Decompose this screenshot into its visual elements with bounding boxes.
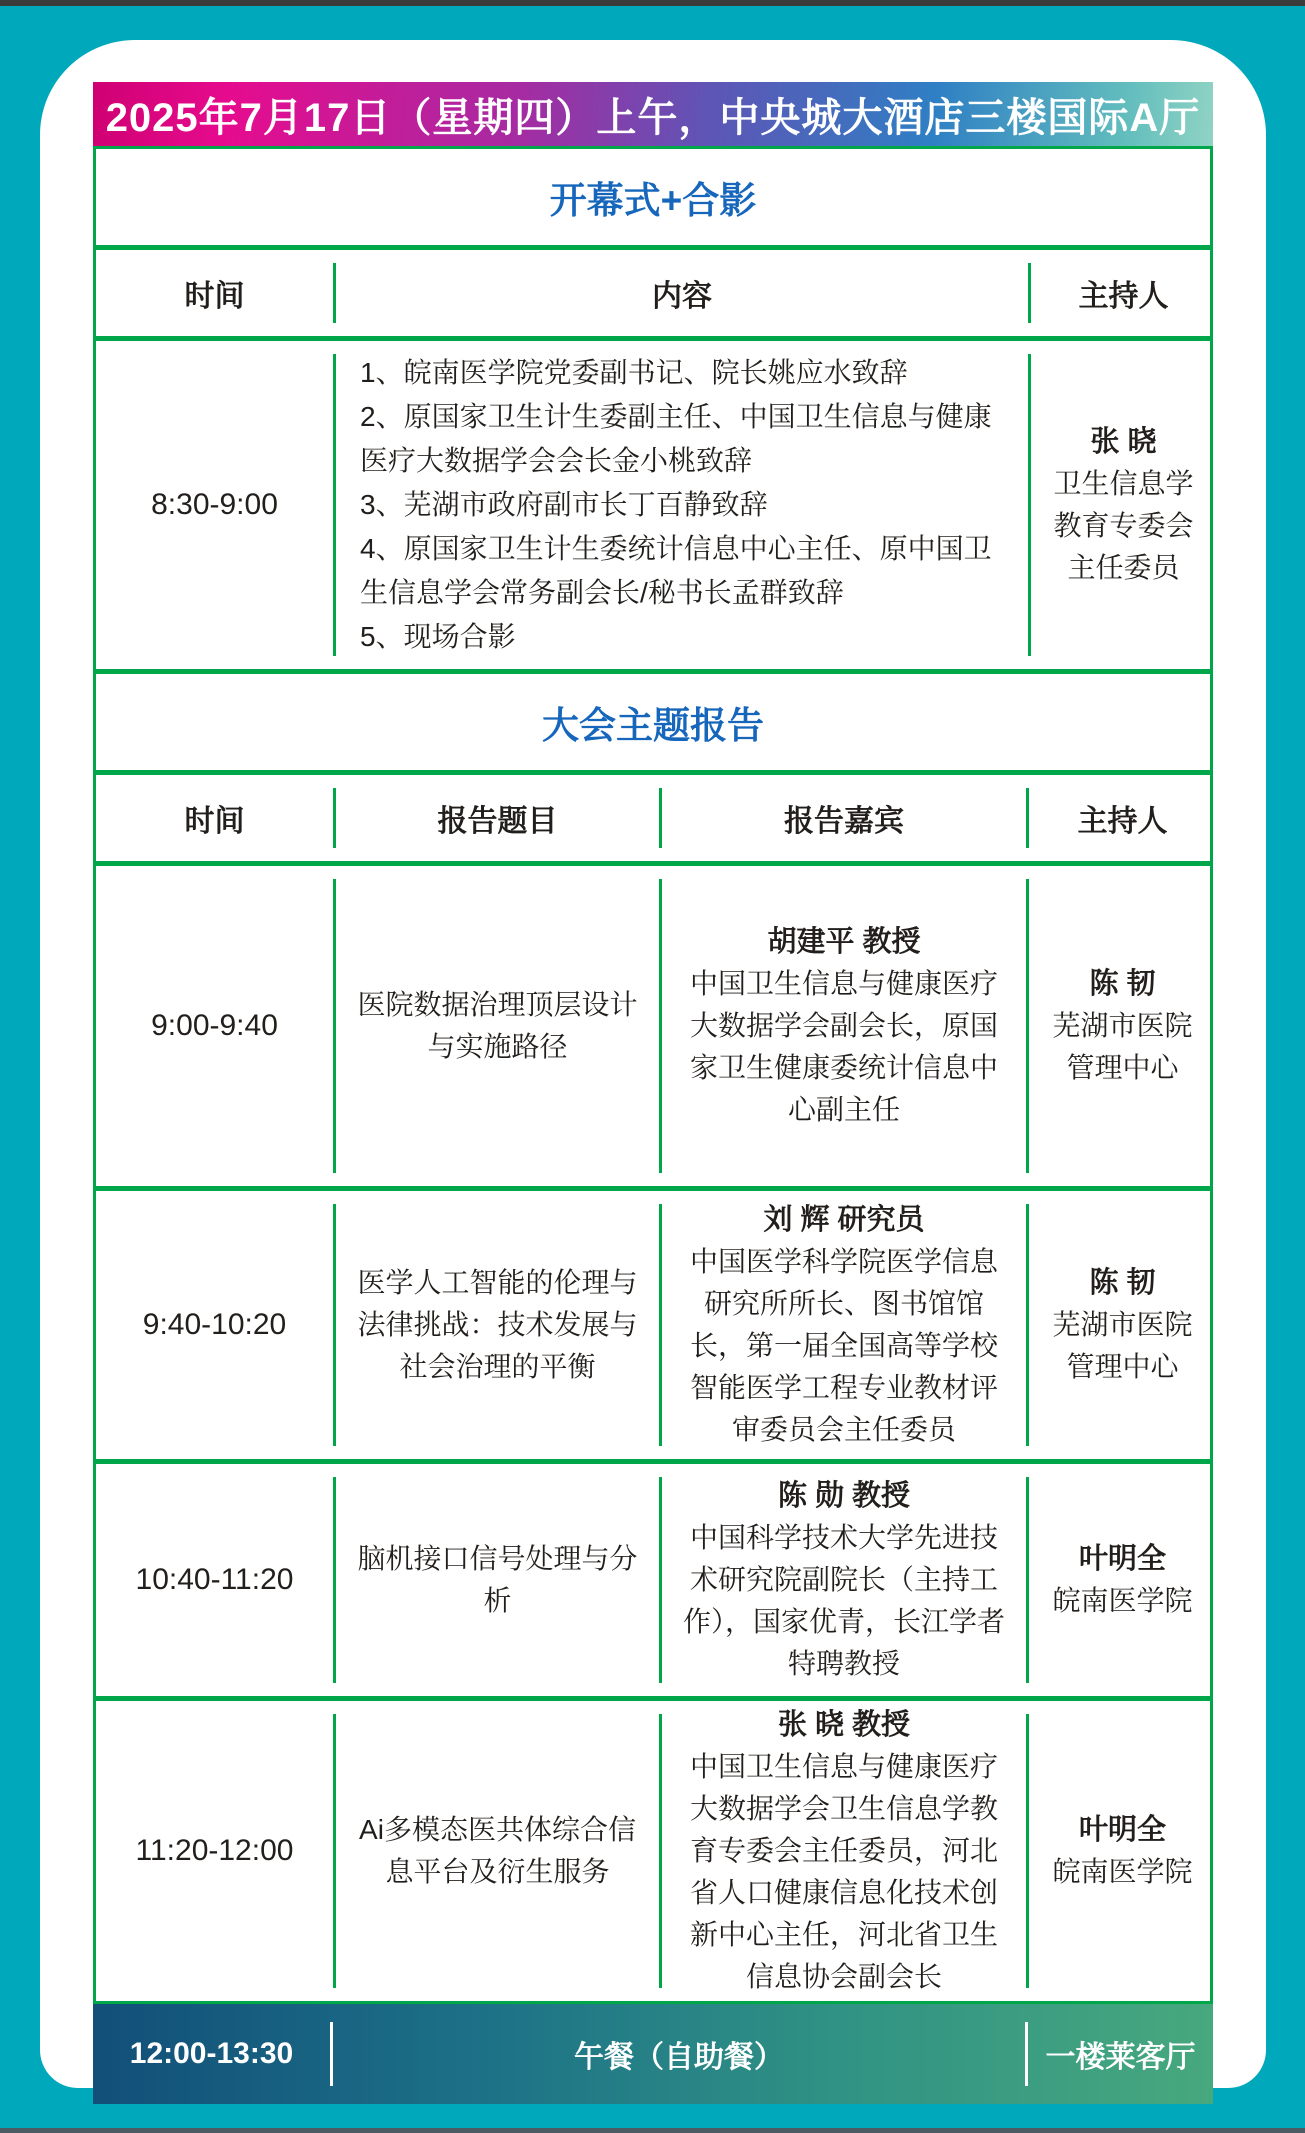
topic-cell — [336, 1464, 659, 1696]
host-org: 卫生信息学教育专委会主任委员 — [1053, 468, 1194, 583]
host-cell — [1029, 1464, 1216, 1696]
host-org: 皖南医学院 — [1052, 1585, 1193, 1616]
guest-name: 刘 辉 研究员 — [763, 1204, 925, 1236]
session-banner — [93, 82, 1213, 146]
col-header-topic: 报告题目 — [437, 805, 558, 838]
guest-name: 陈 勋 教授 — [777, 1480, 911, 1512]
guest-desc: 中国卫生信息与健康医疗大数据学会副会长，原国家卫生健康委统计信息中心副主任 — [689, 968, 998, 1125]
host-org: 芜湖市医院管理中心 — [1052, 1309, 1193, 1382]
keynote-row — [96, 1186, 1210, 1459]
keynote-row — [96, 1696, 1210, 2001]
opening-agenda-row — [96, 336, 1210, 669]
opening-header-row — [96, 245, 1210, 336]
guest-cell — [662, 1191, 1026, 1459]
col-header-host: 主持人 — [1078, 280, 1169, 313]
opening-section-title-row — [96, 149, 1210, 245]
guest-cell — [662, 1701, 1026, 2001]
host-org: 芜湖市医院管理中心 — [1052, 1010, 1193, 1083]
time-cell: 9:40-10:20 — [142, 1308, 287, 1341]
host-cell — [1031, 341, 1216, 669]
guest-desc: 中国卫生信息与健康医疗大数据学会卫生信息学教育专委会主任委员，河北省人口健康信息化技术创新中心主任，河北省卫生信息协会副会长 — [689, 1751, 998, 1992]
session-banner-title: 2025年7月17日（星期四）上午，中央城大酒店三楼国际A厅 — [105, 95, 1201, 140]
guest-cell — [662, 1464, 1026, 1696]
content-item: 1、皖南医学院党委副书记、院长姚应水致辞 — [360, 357, 908, 388]
host-cell — [1029, 1701, 1216, 2001]
guest-cell — [662, 866, 1026, 1186]
lunch-location: 一楼莱客厅 — [1045, 2041, 1196, 2074]
topic-text: Ai多模态医共体综合信息平台及衍生服务 — [359, 1814, 636, 1887]
host-name: 陈 韧 — [1089, 1267, 1156, 1299]
topic-cell — [336, 1701, 659, 2001]
host-name: 张 晓 — [1090, 426, 1157, 458]
guest-desc: 中国科学技术大学先进技术研究院副院长（主持工作），国家优青，长江学者特聘教授 — [682, 1522, 1005, 1679]
guest-desc: 中国医学科学院医学信息研究所所长、图书馆馆长，第一届全国高等学校智能医学工程专业教材评审委员会主任委员 — [689, 1246, 998, 1445]
col-header-time: 时间 — [184, 280, 245, 313]
agenda-table — [93, 146, 1213, 2004]
host-name: 叶明全 — [1078, 1814, 1166, 1846]
host-name: 叶明全 — [1078, 1543, 1166, 1575]
keynote-row — [96, 861, 1210, 1186]
topic-text: 医院数据治理顶层设计与实施路径 — [357, 989, 638, 1062]
top-border-strip — [0, 0, 1305, 6]
host-cell — [1029, 866, 1216, 1186]
opening-section-title: 开幕式+合影 — [549, 180, 757, 221]
host-org: 皖南医学院 — [1052, 1856, 1193, 1887]
content-item: 4、原国家卫生计生委统计信息中心主任、原中国卫生信息学会常务副会长/秘书长孟群致辞 — [360, 533, 992, 608]
topic-cell — [336, 866, 659, 1186]
time-cell: 8:30-9:00 — [151, 488, 278, 521]
host-name: 陈 韧 — [1089, 968, 1156, 1000]
content-item: 5、现场合影 — [360, 621, 516, 652]
schedule-card — [40, 40, 1266, 2088]
time-cell: 10:40-11:20 — [135, 1563, 294, 1596]
col-header-host: 主持人 — [1077, 805, 1168, 838]
col-header-time: 时间 — [184, 805, 245, 838]
content-item: 2、原国家卫生计生委副主任、中国卫生信息与健康医疗大数据学会会长金小桃致辞 — [360, 401, 992, 476]
keynote-header-row — [96, 770, 1210, 861]
lunch-row — [93, 2004, 1213, 2104]
host-cell — [1029, 1191, 1216, 1459]
guest-name: 胡建平 教授 — [767, 926, 921, 958]
content-cell — [336, 341, 1028, 669]
topic-text: 医学人工智能的伦理与法律挑战：技术发展与社会治理的平衡 — [357, 1267, 638, 1382]
time-cell: 11:20-12:00 — [135, 1834, 294, 1867]
col-header-content: 内容 — [652, 280, 712, 313]
topic-text: 脑机接口信号处理与分析 — [357, 1543, 638, 1616]
keynote-section-title-row — [96, 669, 1210, 770]
lunch-label: 午餐（自助餐） — [574, 2041, 784, 2074]
lunch-time: 12:00-13:30 — [129, 2037, 294, 2070]
content-item: 3、芜湖市政府副市长丁百静致辞 — [360, 489, 768, 520]
col-header-guest: 报告嘉宾 — [784, 805, 904, 838]
keynote-row — [96, 1459, 1210, 1696]
time-cell: 9:00-9:40 — [151, 1009, 278, 1042]
bottom-border-strip — [0, 2128, 1305, 2133]
keynote-section-title: 大会主题报告 — [542, 705, 764, 746]
topic-cell — [336, 1191, 659, 1459]
guest-name: 张 晓 教授 — [777, 1709, 911, 1741]
